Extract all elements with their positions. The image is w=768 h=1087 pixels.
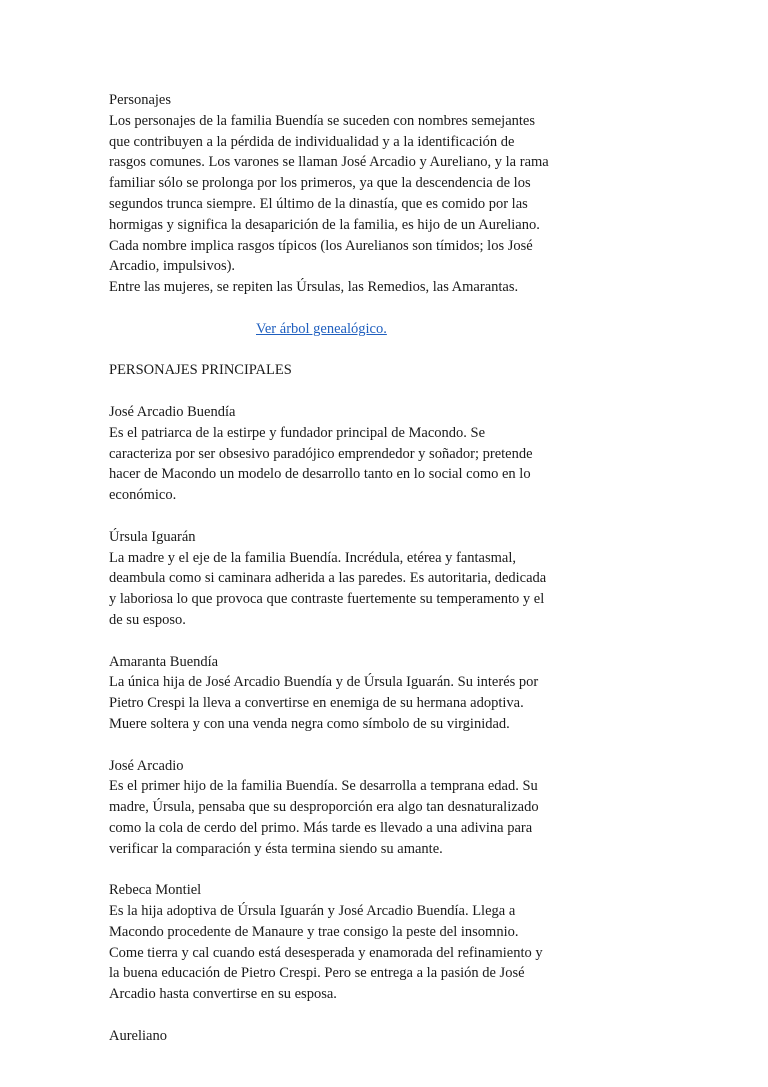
character-name: Amaranta Buendía [109, 653, 219, 670]
character-description: Es el primer hijo de la familia Buendía. Se desarrolla a temprana edad. Su madre, Úrsula, pensaba que su desproporción era algo tan desnaturalizado como la cola de cerdo del primo. Más tarde es llevado a una adivina para verificar la comparación y ésta termina siendo su amante. [109, 778, 539, 857]
character-name: Úrsula Iguarán [109, 528, 196, 545]
character-name: José Arcadio Buendía [109, 403, 236, 420]
intro-title: Personajes [109, 92, 172, 108]
genealogy-tree-link[interactable]: Ver árbol genealógico. [256, 320, 387, 337]
character-description: Es la hija adoptiva de Úrsula Iguarán y José Arcadio Buendía. Llega a Macondo procedente de Manaure y trae consigo la peste del insomnio. Come tierra y cal cuando está desesperada y enamorada del refinamiento y la buena educación de Pietro Crespi. Pero se entrega a la pasión de José Arcadio hasta convertirse en su esposa. [109, 903, 543, 1003]
spacer [109, 298, 549, 319]
character-name: Aureliano [109, 1027, 167, 1044]
document-page [109, 90, 549, 1067]
genealogy-link-line [109, 319, 549, 340]
spacer [109, 381, 549, 402]
character-description: La madre y el eje de la familia Buendía. Incrédula, etérea y fantasmal, deambula como si caminara adherida a las paredes. Es autoritaria, dedicada y laboriosa lo que provoca que contraste fuertemente su temperamento y el de su esposo. [109, 549, 547, 628]
character-description: Es el patriarca de la estirpe y fundador principal de Macondo. Se caracteriza por ser obsesivo paradójico emprendedor y soñador; pretende hacer de Macondo un modelo de desarrollo tanto en lo social como en lo económico. [109, 424, 533, 504]
character-entry [109, 756, 549, 860]
character-entry [109, 402, 549, 506]
character-entry [109, 880, 549, 1005]
character-entry [109, 527, 549, 631]
character-entry [109, 652, 549, 735]
section-heading: PERSONAJES PRINCIPALES [109, 362, 292, 379]
character-name: Rebeca Montiel [109, 882, 202, 899]
character-name: José Arcadio [109, 757, 184, 774]
intro-paragraph-women: Entre las mujeres, se repiten las Úrsulas, las Remedios, las Amarantas. [109, 279, 519, 296]
character-entry [109, 1026, 549, 1047]
intro-paragraph: Los personajes de la familia Buendía se suceden con nombres semejantes que contribuyen a la pérdida de individualidad y a la identificación de rasgos comunes. Los varones se llaman José Arcadio y Aureliano, y la rama familiar sólo se prolonga por los primeros, ya que la descendencia de los segundos trunca siempre. El último de la dinastía, que es comido por las hormigas y significa la desaparición de la familia, es hijo de un Aureliano. Cada nombre implica rasgos típicos (los Aurelianos son tímidos; los José Arcadio, impulsivos). [109, 112, 549, 275]
spacer [109, 340, 549, 361]
character-description: La única hija de José Arcadio Buendía y de Úrsula Iguarán. Su interés por Pietro Crespi la lleva a convertirse en enemiga de su hermana adoptiva. Muere soltera y con una venda negra como símbolo de su virginidad. [109, 674, 539, 732]
